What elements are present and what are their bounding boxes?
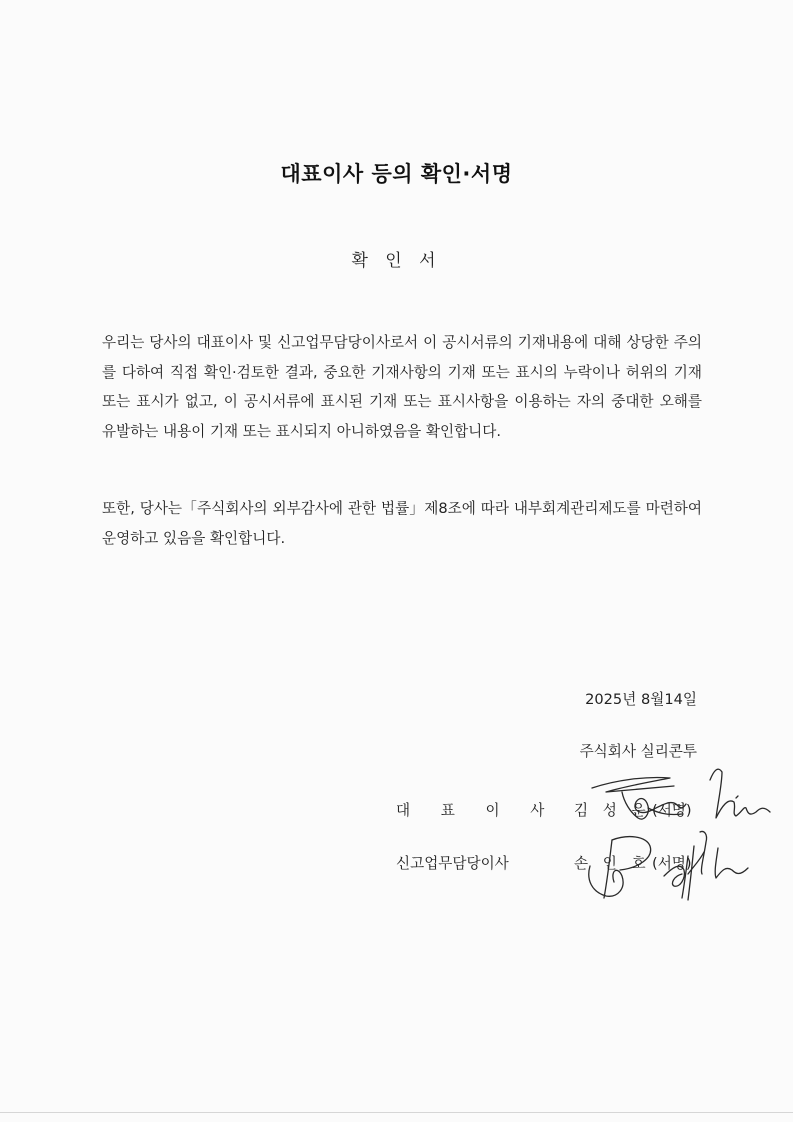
page-bottom-edge <box>0 1112 793 1113</box>
sign-mark: (서명) <box>652 802 692 819</box>
signatory-role: 신고업무담당이사 <box>396 855 509 872</box>
sign-mark: (서명) <box>652 855 692 872</box>
company-name: 주식회사 실리콘투 <box>579 743 697 760</box>
signatory-name: 손 인 호 <box>574 855 651 872</box>
signatory-row-ceo <box>0 799 793 829</box>
document-title: 대표이사 등의 확인·서명 <box>280 162 513 186</box>
signatory-name: 김 성 운 <box>574 802 651 819</box>
internal-control-paragraph: 또한, 당사는「주식회사의 외부감사에 관한 법률」제8조에 따라 내부회계관리제도를 마련하여 운영하고 있음을 확인합니다. <box>102 500 702 547</box>
document-date: 2025년 8월14일 <box>585 691 697 708</box>
document-subtitle: 확 인 서 <box>351 251 442 271</box>
signatory-row-disclosure-officer <box>0 852 793 882</box>
signatory-role: 대 표 이 사 <box>396 802 558 819</box>
confirmation-paragraph: 우리는 당사의 대표이사 및 신고업무담당이사로서 이 공시서류의 기재내용에 대해 상당한 주의를 다하여 직접 확인·검토한 결과, 중요한 기재사항의 기재 또는 표시의 누락이나 허위의 기재 또는 표시가 없고, 이 공시서류에 표시된 기재 또는 표시사항을 이용하는 자의 중대한 오해를 유발하는 내용이 기재 또는 표시되지 아니하였음을 확인합니다. <box>102 334 702 440</box>
